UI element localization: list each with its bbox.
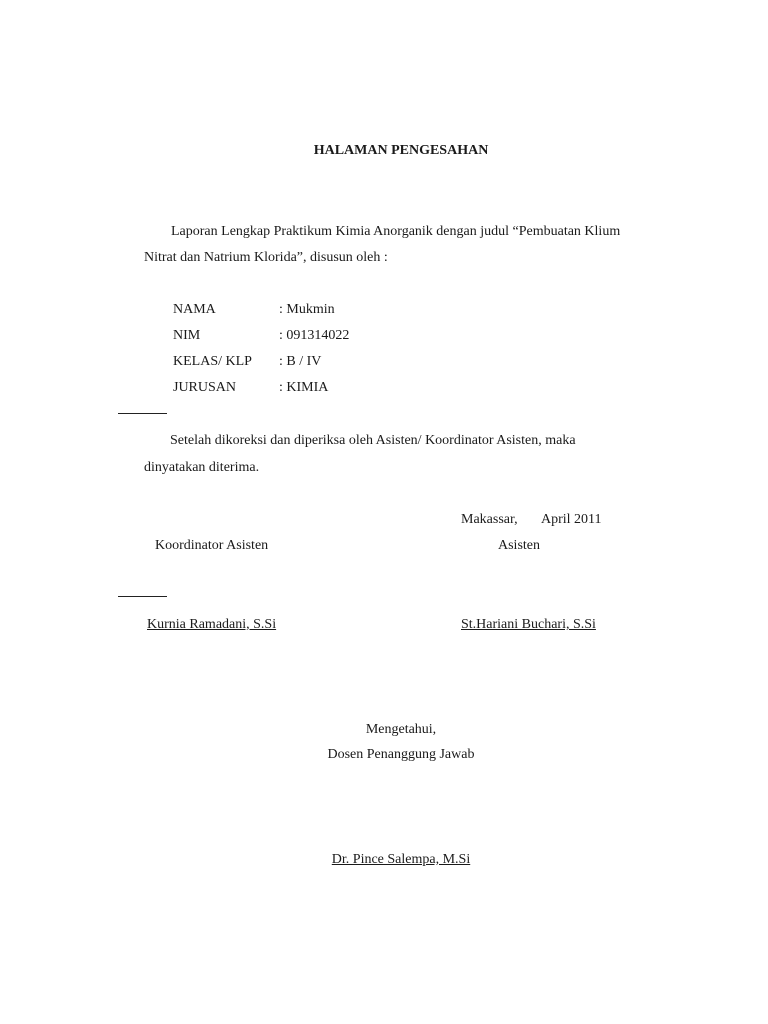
- coordinator-role: Koordinator Asisten: [155, 538, 269, 553]
- lecturer-name: Dr. Pince Salempa, M.Si: [331, 852, 471, 867]
- divider-rule-1: [118, 413, 167, 414]
- acknowledgement-heading: Mengetahui,: [365, 722, 437, 737]
- identity-label-major: JURUSAN: [173, 380, 237, 395]
- assistant-name: St.Hariani Buchari, S.Si: [461, 617, 596, 632]
- identity-label-name: NAMA: [173, 302, 216, 317]
- page-title: HALAMAN PENGESAHAN: [313, 143, 489, 158]
- identity-value-nim: : 091314022: [279, 328, 350, 343]
- statement-line-2: dinyatakan diterima.: [144, 460, 260, 475]
- divider-rule-2: [118, 596, 167, 597]
- date: April 2011: [541, 512, 602, 527]
- identity-value-major: : KIMIA: [279, 380, 329, 395]
- identity-label-nim: NIM: [173, 328, 201, 343]
- statement-line-1: Setelah dikoreksi dan diperiksa oleh Asisten/ Koordinator Asisten, maka: [170, 433, 576, 448]
- acknowledgement-role: Dosen Penanggung Jawab: [327, 747, 475, 762]
- identity-value-name: : Mukmin: [279, 302, 335, 317]
- identity-value-class: : B / IV: [279, 354, 322, 369]
- intro-line-1: Laporan Lengkap Praktikum Kimia Anorganik dengan judul “Pembuatan Klium: [171, 224, 621, 239]
- place: Makassar,: [461, 512, 518, 527]
- intro-line-2: Nitrat dan Natrium Klorida”, disusun oleh :: [144, 250, 388, 265]
- coordinator-name: Kurnia Ramadani, S.Si: [147, 617, 277, 632]
- assistant-role: Asisten: [498, 538, 540, 553]
- identity-label-class: KELAS/ KLP: [173, 354, 252, 369]
